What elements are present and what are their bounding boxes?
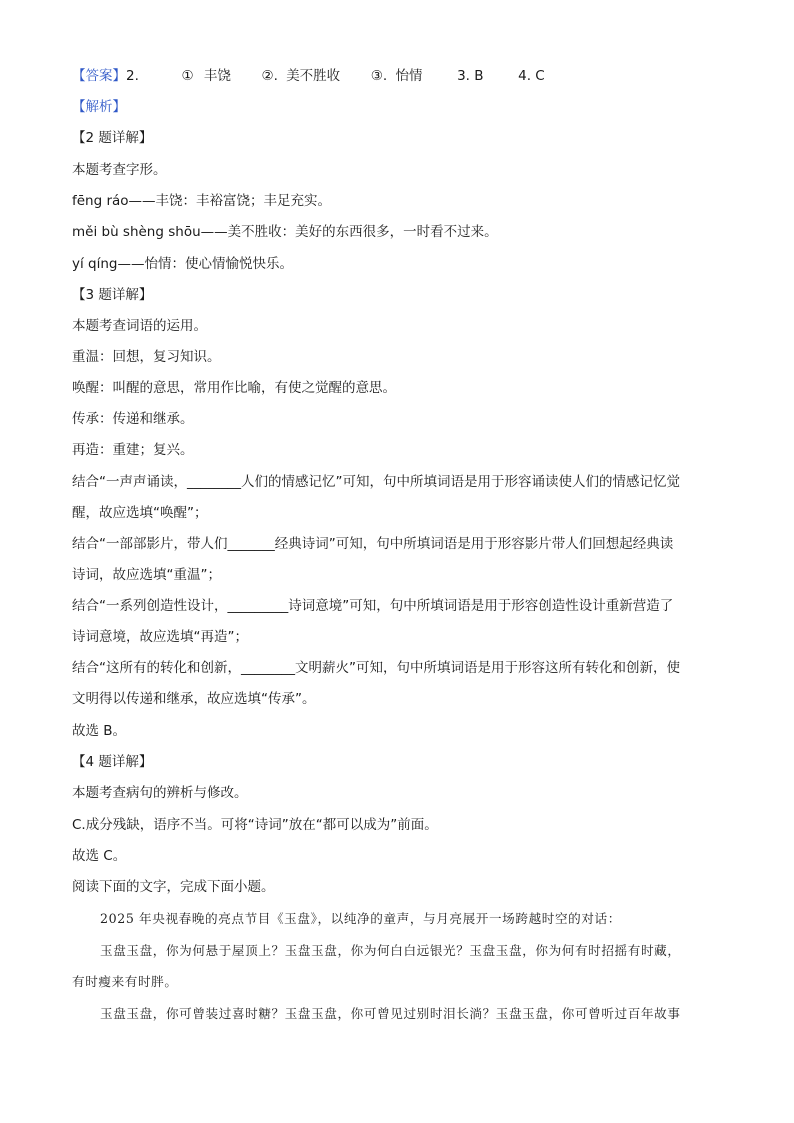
section-2-line: fēng ráo——丰饶：丰裕富饶；丰足充实。: [72, 193, 332, 209]
answer-choice3: 怡情: [395, 68, 423, 84]
section-3-line: 结合“一声声诵读，________人们的情感记忆”可知，句中所填词语是用于形容诵读使人们的情感记忆觉: [72, 474, 680, 490]
section-4-line: 故选 C。: [72, 848, 127, 864]
answer-line: [72, 66, 545, 86]
answer-q4: 4. C: [518, 68, 545, 84]
passage-line: 2025 年央视春晚的亮点节目《玉盘》，以纯净的童声，与月亮展开一场跨越时空的对话：: [100, 911, 621, 926]
section-3-line: 诗词意境，故应选填“再造”；: [72, 629, 248, 645]
answer-choice1: 丰饶: [203, 68, 231, 84]
answer-tag: 【答案】: [72, 68, 126, 84]
section-3-line: 结合“这所有的转化和创新，________文明薪火”可知，句中所填词语是用于形容这所有转化和创新，使: [72, 660, 680, 676]
section-2-heading: 【2 题详解】: [72, 130, 153, 146]
section-4-heading: 【4 题详解】: [72, 754, 153, 770]
section-3-line: 本题考查词语的运用。: [72, 318, 207, 334]
section-2-line: měi bù shèng shōu——美不胜收：美好的东西很多，一时看不过来。: [72, 224, 498, 240]
section-3-line: 诗词，故应选填“重温”；: [72, 567, 221, 583]
section-4-line: 阅读下面的文字，完成下面小题。: [72, 879, 275, 895]
section-3-line: 重温：回想，复习知识。: [72, 349, 221, 365]
section-3-line: 再造：重建；复兴。: [72, 442, 194, 458]
passage-line: 玉盘玉盘，你可曾装过喜时糖？玉盘玉盘，你可曾见过别时泪长淌？玉盘玉盘，你可曾听过百年故事: [100, 1006, 681, 1021]
answer-q3: 3. B: [457, 68, 484, 84]
section-4-line: C.成分残缺，语序不当。可将“诗词”放在“都可以成为”前面。: [72, 817, 438, 833]
answer-choice3-mark: ③.: [370, 68, 388, 84]
answer-choice2-mark: ②.: [261, 68, 278, 84]
section-3-line: 唤醒：叫醒的意思，常用作比喻，有使之觉醒的意思。: [72, 380, 396, 396]
passage-line: 玉盘玉盘，你为何悬于屋顶上？玉盘玉盘，你为何白白远银光？玉盘玉盘，你为何有时招摇有时藏，: [100, 943, 681, 958]
section-2-line: 本题考查字形。: [72, 162, 167, 178]
section-3-line: 文明得以传递和继承，故应选填“传承”。: [72, 691, 316, 707]
section-4-line: 本题考查病句的辨析与修改。: [72, 785, 248, 801]
answer-q2: 2.: [126, 68, 139, 84]
section-3-line: 故选 B。: [72, 723, 127, 739]
section-3-line: 醒，故应选填“唤醒”；: [72, 505, 208, 521]
passage-line: 有时瘦来有时胖。: [72, 974, 178, 989]
section-2-line: yí qíng——怡情：使心情愉悦快乐。: [72, 256, 293, 272]
section-3-line: 传承：传递和继承。: [72, 411, 194, 427]
answer-choice2: 美不胜收: [286, 68, 341, 84]
section-3-line: 结合“一部部影片，带人们_______经典诗词”可知，句中所填词语是用于形容影片带人们回想起经典读: [72, 536, 674, 552]
section-3-line: 结合“一系列创造性设计，_________诗词意境”可知，句中所填词语是用于形容创造性设计重新营造了: [72, 598, 674, 614]
section-3-heading: 【3 题详解】: [72, 287, 153, 303]
answer-choice1-mark: ①: [181, 68, 194, 84]
analysis-tag: 【解析】: [72, 99, 126, 115]
